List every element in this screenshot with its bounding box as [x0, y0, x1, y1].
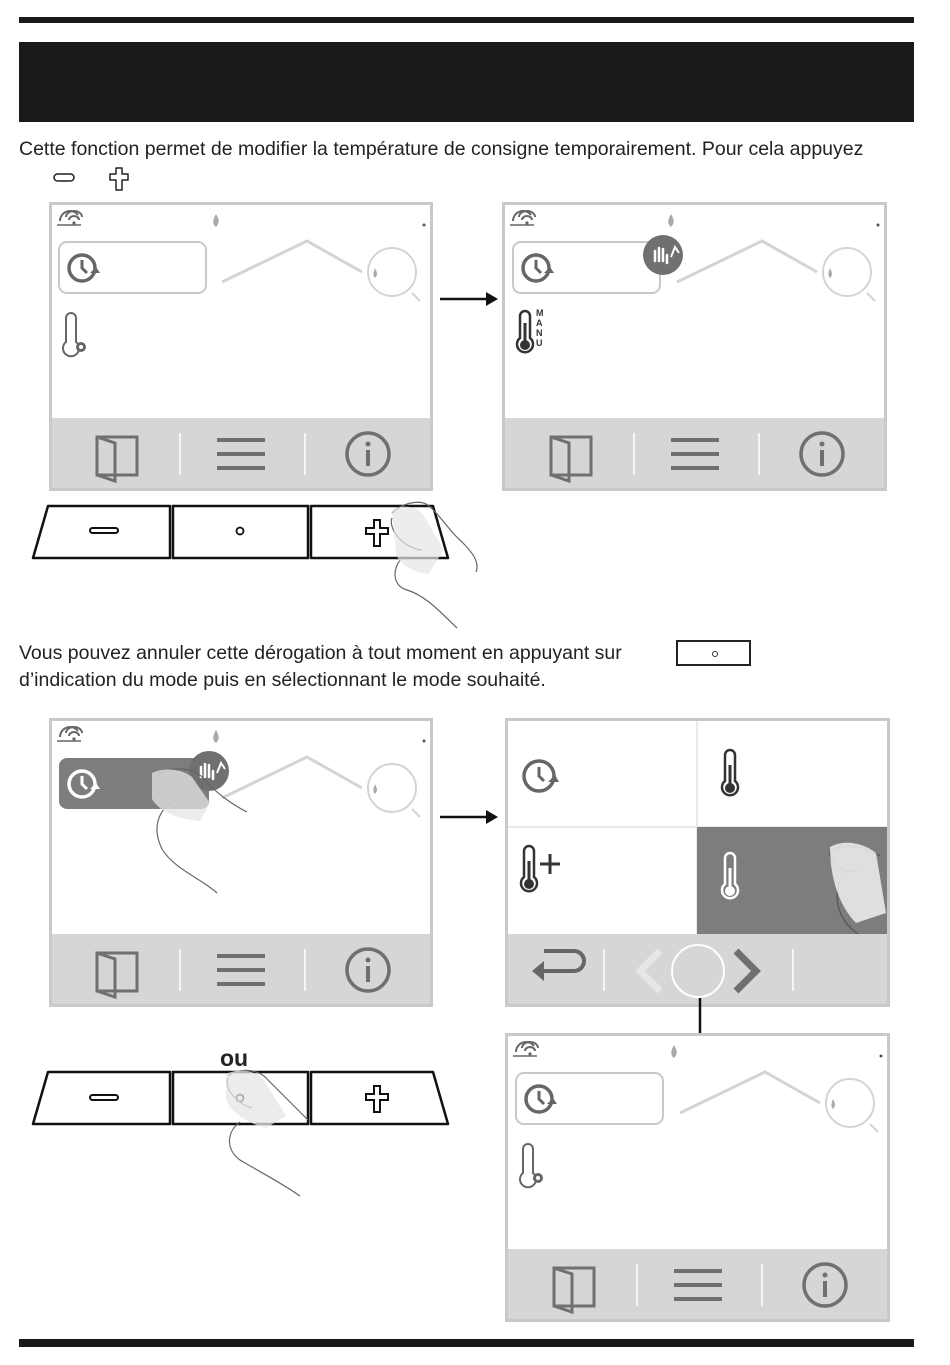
- status-dot: [423, 224, 426, 227]
- keypad-press-center: [30, 1064, 490, 1204]
- inline-minus-plus-icons: [50, 165, 140, 193]
- screen-mode-menu: [505, 718, 890, 1007]
- or-label: ou: [220, 1045, 249, 1071]
- minus-icon: [54, 174, 74, 181]
- dial-knob: [826, 1079, 878, 1132]
- flame-icon: [668, 214, 673, 227]
- thermometer-settings-icon: [63, 313, 86, 356]
- section-header-band: [19, 42, 914, 122]
- screen-default: [49, 202, 433, 491]
- temperature-curve: [677, 241, 817, 282]
- wifi-icon: [57, 727, 82, 741]
- minus-key: [33, 506, 170, 558]
- flame-icon: [213, 214, 218, 227]
- override-hand-icon: [643, 235, 683, 275]
- screen-override: [502, 202, 887, 491]
- cancel-paragraph-line1: Vous pouvez annuler cette dérogation à tout moment en appuyant sur: [19, 642, 622, 664]
- minus-key: [33, 1072, 170, 1124]
- dial-knob: [368, 764, 420, 817]
- wifi-icon: [57, 211, 82, 225]
- temperature-curve: [680, 1072, 820, 1113]
- manu-letter-u: U: [536, 338, 543, 348]
- flame-icon: [671, 1045, 676, 1058]
- screen-tap-mode: [49, 718, 433, 1007]
- center-key: [173, 506, 308, 558]
- temperature-curve: [222, 757, 362, 798]
- manu-letter-m: M: [536, 308, 544, 318]
- arrow-right-2: [440, 808, 500, 826]
- wifi-icon: [510, 211, 535, 225]
- temperature-curve: [222, 241, 362, 282]
- plus-key: [311, 1072, 448, 1124]
- bottom-rule: [19, 1339, 914, 1347]
- intro-paragraph: Cette fonction permet de modifier la température de consigne temporairement. Pour cela appuyez: [19, 138, 864, 160]
- arrow-right-1: [440, 290, 500, 308]
- cancel-paragraph-line2: d’indication du mode puis en sélectionnant le mode souhaité.: [19, 669, 546, 691]
- wifi-icon: [513, 1042, 538, 1056]
- top-rule: [19, 17, 914, 23]
- dial-knob: [823, 248, 875, 301]
- manu-letter-a: A: [536, 318, 543, 328]
- inline-mode-key-icon: [676, 640, 751, 666]
- screen-restored: [505, 1033, 890, 1322]
- thermometer-manu-icon: [517, 311, 533, 352]
- keypad-press-plus: [30, 498, 490, 638]
- flame-icon: [213, 730, 218, 743]
- plus-icon: [110, 168, 128, 190]
- mode-option-schedule: [524, 761, 559, 791]
- mode-option-thermometer-plus: [521, 846, 560, 891]
- thermometer-settings-icon: [520, 1144, 543, 1187]
- manu-letter-n: N: [536, 328, 543, 338]
- mode-option-thermometer: [722, 750, 738, 795]
- dial-knob: [368, 248, 420, 301]
